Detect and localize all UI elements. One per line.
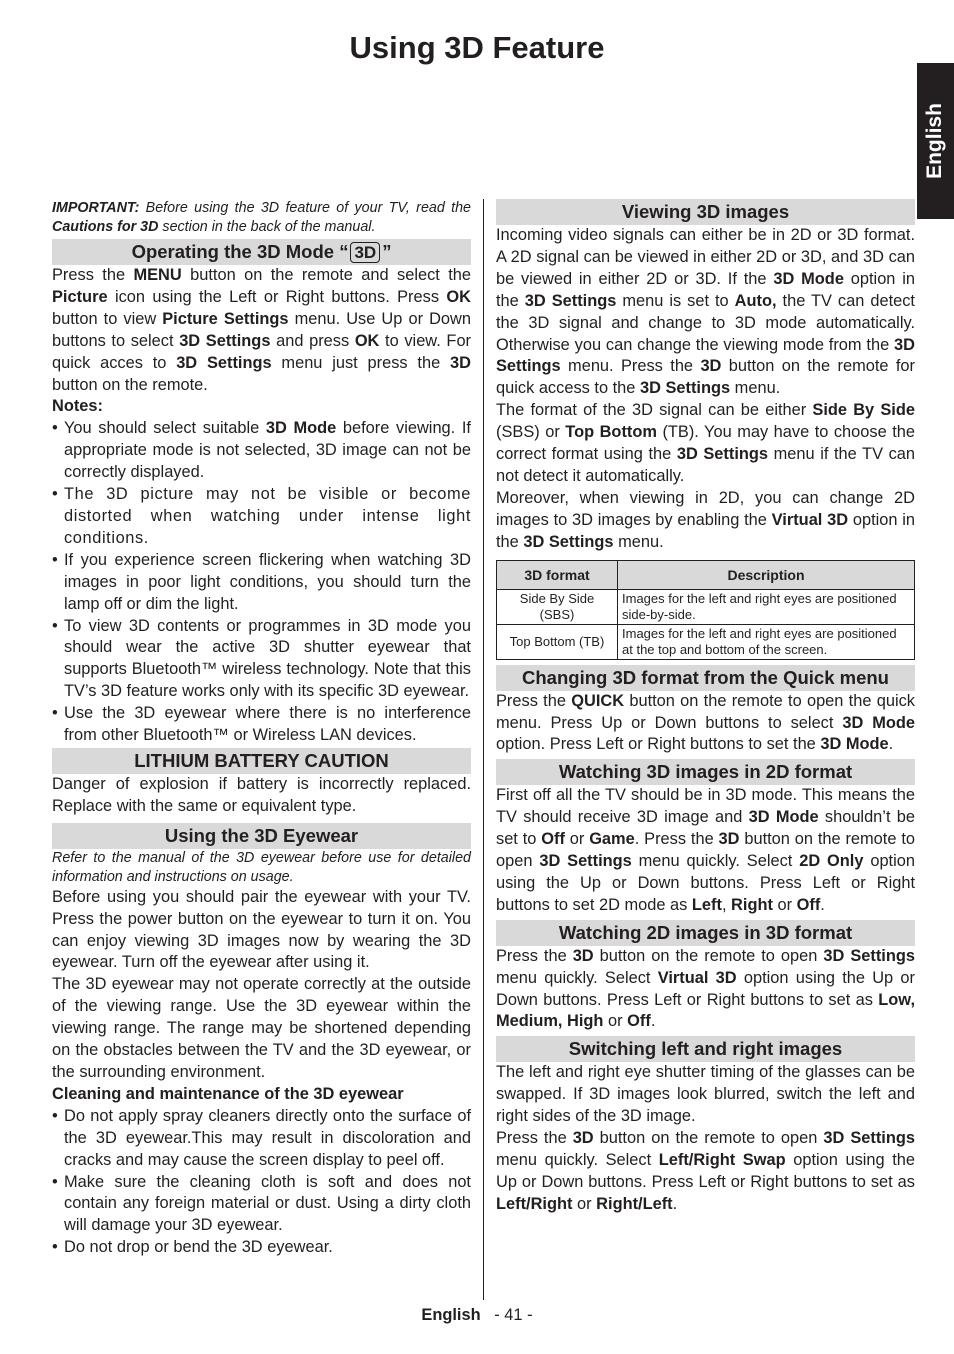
bold-term: 3D Settings: [539, 852, 632, 871]
table-header: 3D format: [497, 560, 618, 589]
bold-term: 3D Settings: [524, 291, 617, 310]
bold-term: 3D Settings: [639, 379, 731, 398]
bold-term: 3D Settings: [179, 331, 271, 350]
3d-badge-icon: 3D: [350, 242, 380, 263]
list-item: • Use the 3D eyewear where there is no interference from other Bluetooth™ or Wireless LAN devices.: [52, 703, 471, 747]
notes-label: Notes:: [52, 397, 103, 416]
viewing-paragraph-2: The format of the 3D signal can be either Side By Side (SBS) or Top Bottom (TB). You may have to choose the correct format using the 3D Settings menu if the TV can not detect it automatically.: [496, 401, 916, 485]
table-cell: Top Bottom (TB): [497, 624, 618, 659]
bold-term: 3D: [718, 830, 740, 849]
bold-term: Virtual 3D: [657, 968, 737, 987]
bold-term: Right: [731, 895, 773, 914]
operating-3d-mode-heading: [52, 239, 471, 265]
bold-term: Left: [691, 895, 722, 914]
bold-term: Side By Side: [812, 401, 915, 420]
important-text-end: section in the back of the manual.: [158, 219, 376, 235]
bold-term: 3D Mode: [265, 419, 337, 438]
list-item: • Do not drop or bend the 3D eyewear.: [52, 1237, 471, 1259]
quick-menu-heading: Changing 3D format from the Quick menu: [496, 665, 915, 691]
bold-term: 3D: [700, 357, 722, 376]
bold-term: 3D: [572, 1129, 594, 1148]
switching-images-heading: Switching left and right images: [496, 1036, 915, 1062]
eyewear-note: Refer to the manual of the 3D eyewear before use for detailed information and instructions on usage.: [52, 849, 471, 885]
bold-term: Auto,: [734, 291, 777, 310]
bold-term: 3D Settings: [176, 353, 272, 372]
page-footer: [0, 1306, 954, 1325]
bold-term: 2D Only: [799, 852, 864, 871]
bold-term: QUICK: [571, 691, 625, 710]
bold-term: Off: [627, 1012, 651, 1031]
bold-term: Virtual 3D: [771, 510, 849, 529]
bold-term: Low, Medium, High: [496, 990, 915, 1031]
bold-term: 3D Mode: [842, 713, 915, 732]
list-item: • To view 3D contents or programmes in 3D mode you should wear the active 3D shutter eyewear that supports Bluetooth™ wireless technology. Note that this TV’s 3D feature works only with its specific 3D eyewear.: [52, 616, 471, 704]
bold-term: 3D: [450, 353, 471, 372]
bold-term: Off: [796, 895, 821, 914]
bold-term: 3D Mode: [773, 269, 844, 288]
watching-3d-in-2d-paragraph: First off all the TV should be in 3D mode. This means the TV should receive 3D image and 3D Mode shouldn’t be set to Off or Game. Press the 3D button on the remote to open 3D Settings menu quickly. Select 2D Only option using the Up or Down buttons. Press Left or Right buttons to set 2D mode as Left, Right or Off.: [496, 786, 915, 914]
right-column: [496, 199, 915, 1216]
list-item: • You should select suitable 3D Mode before viewing. If appropriate mode is not selected, 3D image can not be correctly displayed.: [52, 418, 471, 484]
language-tab: [917, 63, 954, 219]
important-label: IMPORTANT:: [52, 200, 140, 216]
bold-term: 3D Settings: [676, 445, 769, 464]
bold-term: 3D Settings: [523, 532, 614, 551]
viewing-3d-heading: Viewing 3D images: [496, 199, 915, 225]
table-cell: Side By Side (SBS): [497, 589, 618, 624]
table-cell: Images for the left and right eyes are positioned side-by-side.: [618, 589, 915, 624]
bold-term: Off: [541, 830, 565, 849]
important-text: Before using the 3D feature of your TV, read the: [139, 200, 471, 216]
footer-language: English: [421, 1306, 481, 1324]
watching-2d-in-3d-heading: Watching 2D images in 3D format: [496, 920, 915, 946]
bold-term: OK: [446, 287, 471, 306]
bold-term: Picture Settings: [162, 309, 289, 328]
switching-paragraph-2: Press the 3D button on the remote to open 3D Settings menu quickly. Select Left/Right Swap option using the Up or Down buttons. Press Left or Right buttons to set as Left/Right or Right/Left.: [496, 1129, 916, 1213]
bold-term: Left/Right: [496, 1194, 573, 1213]
left-column: [52, 199, 471, 1259]
bold-term: 3D Mode: [748, 808, 819, 827]
table-cell: Images for the left and right eyes are positioned at the top and bottom of the screen.: [618, 624, 915, 659]
language-tab-label: English: [923, 103, 946, 179]
notes-list: [52, 418, 471, 747]
page-number: - 41 -: [494, 1306, 533, 1324]
page-title: Using 3D Feature: [349, 30, 605, 65]
list-item: • The 3D picture may not be visible or become distorted when watching under intense light conditions.: [52, 484, 471, 550]
table-row: [497, 589, 915, 624]
heading-text-end: ”: [382, 241, 392, 262]
heading-text: Operating the 3D Mode “: [131, 241, 349, 262]
bold-term: 3D Settings: [496, 335, 915, 376]
watching-3d-in-2d-heading: Watching 3D images in 2D format: [496, 759, 915, 785]
bold-term: 3D Mode: [820, 735, 889, 754]
bold-term: OK: [354, 331, 380, 350]
table-row: [497, 624, 915, 659]
list-item: • If you experience screen flickering when watching 3D images in poor light conditions, you should turn the lamp off or dim the light.: [52, 550, 471, 616]
important-bold: Cautions for 3D: [52, 219, 159, 235]
switching-paragraph-1: The left and right eye shutter timing of the glasses can be swapped. If 3D images look blurred, switch the left and right sides of the 3D image.: [496, 1063, 915, 1126]
bold-term: Right/Left: [596, 1194, 673, 1213]
bold-term: Game: [589, 830, 635, 849]
eyewear-heading: Using the 3D Eyewear: [52, 823, 471, 849]
bold-term: Picture: [52, 287, 108, 306]
cleaning-heading: Cleaning and maintenance of the 3D eyewear: [52, 1084, 404, 1103]
important-note: [52, 199, 471, 237]
bold-term: Left/Right Swap: [658, 1151, 786, 1169]
column-divider: [483, 199, 484, 1300]
bold-term: 3D: [572, 946, 594, 965]
cleaning-list: [52, 1106, 471, 1259]
quick-menu-paragraph: Press the QUICK button on the remote to open the quick menu. Press Up or Down buttons to select 3D Mode option. Press Left or Right buttons to set the 3D Mode.: [496, 691, 915, 754]
battery-caution-heading: LITHIUM BATTERY CAUTION: [52, 748, 471, 774]
bold-term: 3D Settings: [823, 946, 916, 965]
watching-2d-in-3d-paragraph: Press the 3D button on the remote to open 3D Settings menu quickly. Select Virtual 3D option using the Up or Down buttons. Press Left or Right buttons to set as Low, Medium, High or Off.: [496, 946, 916, 1031]
viewing-paragraph-3: Moreover, when viewing in 2D, you can change 2D images to 3D images by enabling the Virtual 3D option in the 3D Settings menu.: [496, 488, 916, 551]
list-item: • Do not apply spray cleaners directly onto the surface of the 3D eyewear.This may result in discoloration and cracks and may cause the screen display to peel off.: [52, 1106, 471, 1172]
operating-paragraph: Press the MENU button on the remote and select the Picture icon using the Left or Right buttons. Press OK button to view Picture Settings menu. Use Up or Down buttons to select 3D Settings and press OK to view. For quick acces to 3D Settings menu just press the 3D button on the remote.: [52, 266, 472, 394]
3d-format-table: [496, 560, 915, 660]
bold-term: 3D Settings: [823, 1129, 916, 1148]
eyewear-paragraph-1: Before using you should pair the eyewear with your TV. Press the power button on the eyewear to turn it on. You can enjoy viewing 3D images now by wearing the 3D eyewear. Turn off the eyewear after using it.: [52, 887, 471, 972]
bold-term: MENU: [133, 266, 182, 284]
table-header: Description: [618, 560, 915, 589]
battery-paragraph: Danger of explosion if battery is incorrectly replaced. Replace with the same or equivalent type.: [52, 774, 471, 815]
eyewear-paragraph-2: The 3D eyewear may not operate correctly at the outside of the viewing range. Use the 3D eyewear within the viewing range. The range may be shortened depending on the obstacles between the TV and the 3D eyewear, or the surrounding environment.: [52, 975, 471, 1081]
bold-term: Top Bottom: [565, 423, 657, 442]
list-item: • Make sure the cleaning cloth is soft and does not contain any foreign material or dust. Using a dirty cloth will damage your 3D eyewear.: [52, 1172, 471, 1238]
viewing-paragraph-1: Incoming video signals can either be in 2D or 3D format. A 2D signal can be viewed in either 2D or 3D, and 3D can be viewed in either 2D or 3D. If the 3D Mode option in the 3D Settings menu is set to Auto, the TV can detect the 3D signal and change to 3D mode automatically. Otherwise you can change the viewing mode from the 3D Settings menu. Press the 3D button on the remote for quick access to the 3D Settings menu.: [496, 226, 916, 398]
